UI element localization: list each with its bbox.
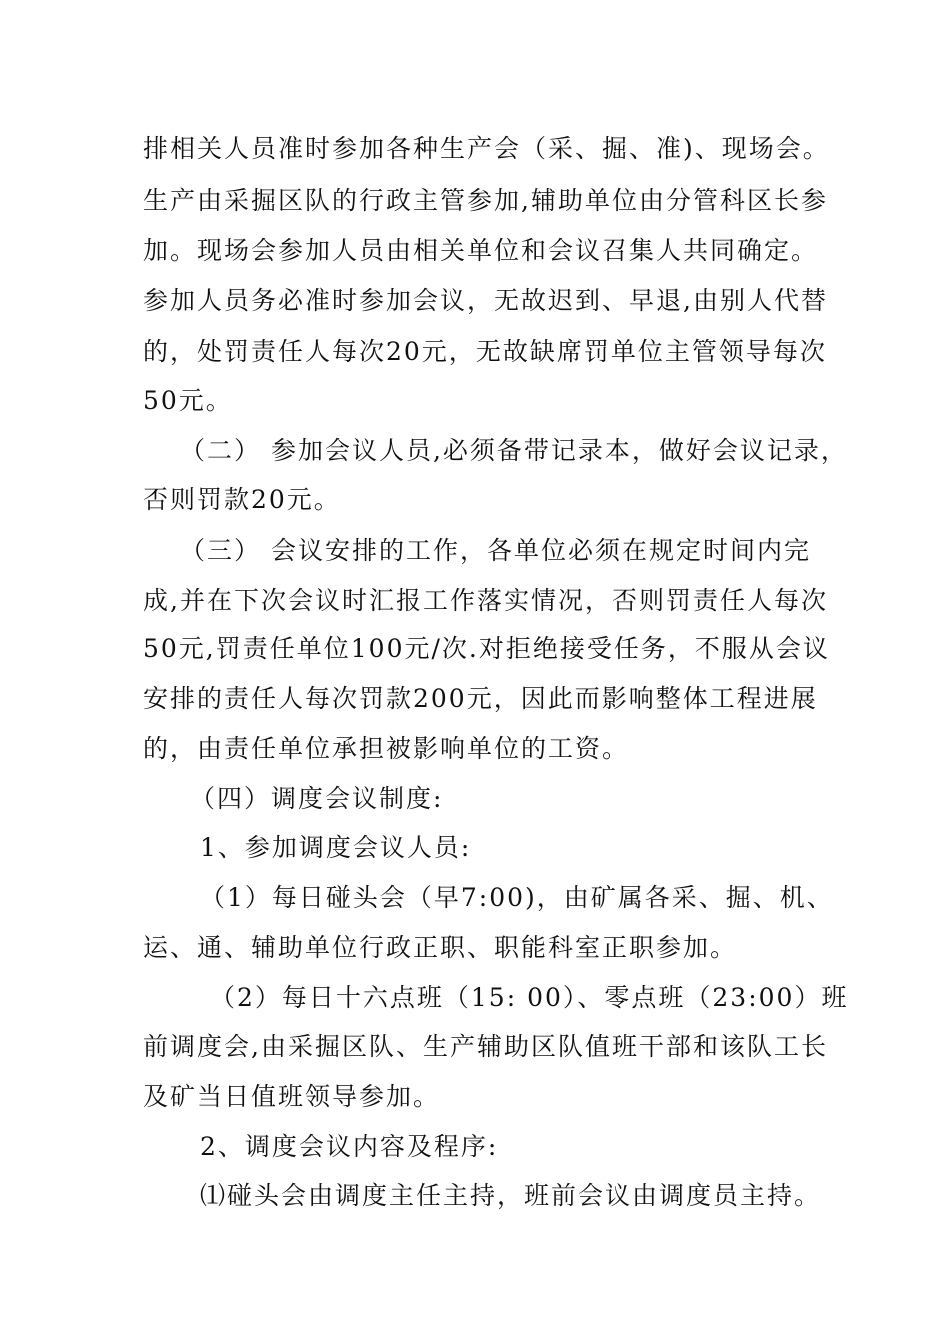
subsection-heading: 2、调度会议内容及程序: [200, 1132, 499, 1161]
paragraph-line: 前调度会,由采掘区队、生产辅助区队值班干部和该队工长 [143, 1032, 828, 1061]
paragraph-line: 的，处罚责任人每次20元，无故缺席罚单位主管领导每次 [143, 337, 827, 366]
paragraph-line: 参加人员务必准时参加会议，无故迟到、早退,由别人代替 [143, 286, 828, 315]
paragraph-line: 50元,罚责任单位100元/次.对拒绝接受任务，不服从会议 [143, 634, 830, 663]
paragraph-line: （二） 参加会议人员,必须备带记录本，做好会议记录， [180, 436, 848, 465]
section-heading: （四）调度会议制度: [190, 784, 444, 813]
paragraph-line: （2）每日十六点班（15: 00）、零点班（23:00）班 [210, 983, 849, 1012]
paragraph-line: 的，由责任单位承担被影响单位的工资。 [143, 734, 630, 763]
paragraph-line: 否则罚款20元。 [143, 485, 341, 514]
paragraph-line: 运、通、辅助单位行政正职、职能科室正职参加。 [143, 933, 738, 962]
paragraph-line: （三） 会议安排的工作，各单位必须在规定时间内完 [180, 536, 811, 565]
paragraph-line: （1）每日碰头会（早7:00)，由矿属各采、掘、机、 [200, 883, 834, 912]
paragraph-line: 生产由采掘区队的行政主管参加,辅助单位由分管科区长参 [143, 186, 828, 215]
paragraph-line: 成,并在下次会议时汇报工作落实情况，否则罚责任人每次 [143, 586, 828, 615]
paragraph-line: 排相关人员准时参加各种生产会（采、掘、准)、现场会。 [143, 134, 830, 163]
paragraph-line: 50元。 [143, 386, 233, 415]
paragraph-line: 及矿当日值班领导参加。 [143, 1082, 441, 1111]
paragraph-line: ⑴碰头会由调度主任主持，班前会议由调度员主持。 [200, 1181, 822, 1210]
paragraph-line: 安排的责任人每次罚款200元，因此而影响整体工程进展 [143, 684, 818, 713]
subsection-heading: 1、参加调度会议人员: [200, 833, 472, 862]
paragraph-line: 加。现场会参加人员由相关单位和会议召集人共同确定。 [143, 236, 819, 265]
